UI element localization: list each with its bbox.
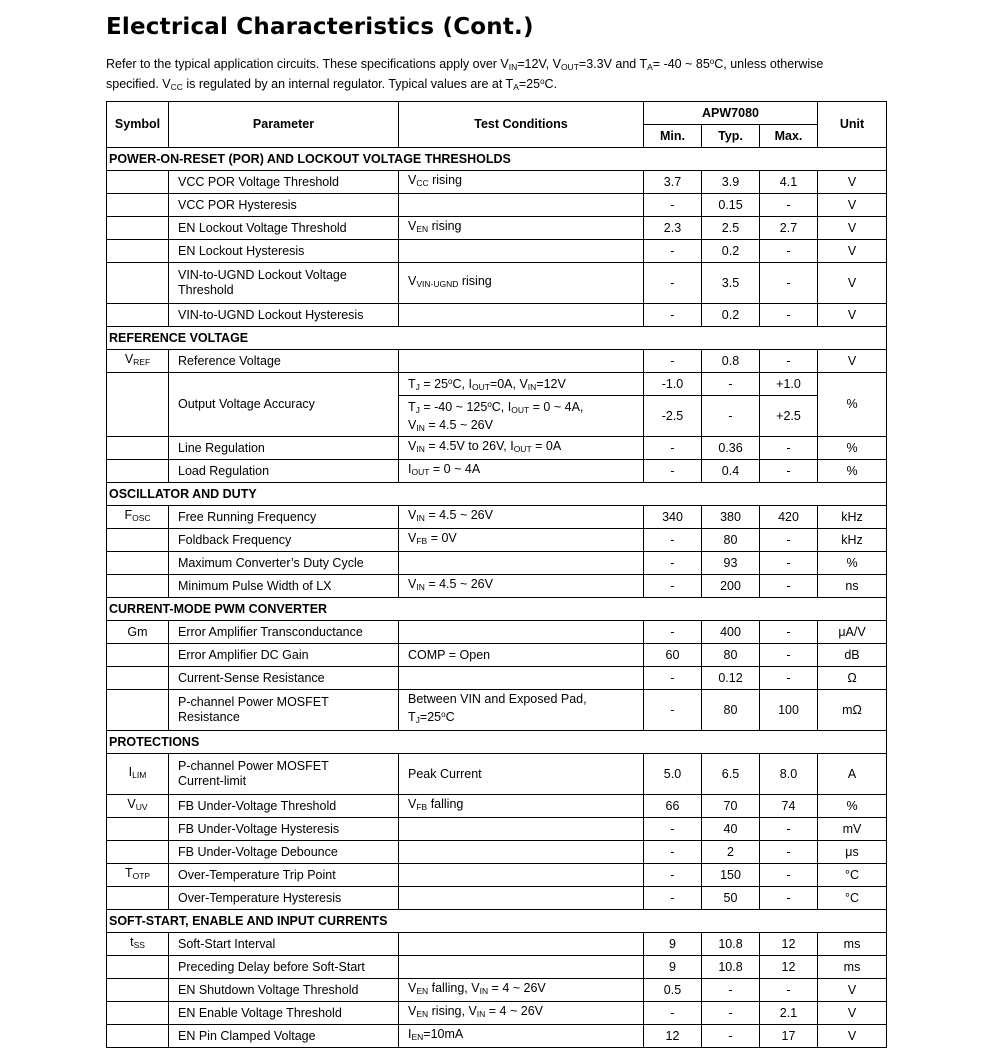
parameter-cell: P-channel Power MOSFET Resistance xyxy=(169,690,399,731)
unit-cell: °C xyxy=(818,864,887,887)
parameter-cell: Over-Temperature Hysteresis xyxy=(169,887,399,910)
max-cell: 420 xyxy=(760,506,818,529)
min-cell: - xyxy=(644,552,702,575)
condition-cell xyxy=(399,350,644,373)
section-header-row xyxy=(107,910,887,933)
symbol-cell xyxy=(107,552,169,575)
section-title: CURRENT-MODE PWM CONVERTER xyxy=(107,598,887,621)
max-cell: - xyxy=(760,437,818,460)
intro-text-line-1: Refer to the typical application circuits. These specifications apply over VIN=12V, VOUT=3.3V and TA= -40 ~ 85$^o$C, unless otherwise xyxy=(106,57,824,72)
typ-cell: 200 xyxy=(702,575,760,598)
header-parameter: Parameter xyxy=(169,102,399,148)
typ-cell: 0.12 xyxy=(702,667,760,690)
symbol-cell xyxy=(107,887,169,910)
unit-cell: V xyxy=(818,217,887,240)
table-row xyxy=(107,818,887,841)
unit-cell: % xyxy=(818,437,887,460)
typ-cell: 3.5 xyxy=(702,263,760,304)
typ-cell: 93 xyxy=(702,552,760,575)
symbol-cell: TOTP xyxy=(107,864,169,887)
max-cell: - xyxy=(760,194,818,217)
condition-cell: IEN=10mA xyxy=(399,1025,644,1048)
parameter-cell: Preceding Delay before Soft-Start xyxy=(169,956,399,979)
max-cell: - xyxy=(760,529,818,552)
table-row xyxy=(107,754,887,795)
table-row xyxy=(107,979,887,1002)
parameter-cell: VIN-to-UGND Lockout Hysteresis xyxy=(169,304,399,327)
unit-cell: V xyxy=(818,1025,887,1048)
unit-cell: Ω xyxy=(818,667,887,690)
table-row xyxy=(107,1002,887,1025)
max-cell: 12 xyxy=(760,956,818,979)
symbol-cell xyxy=(107,437,169,460)
symbol-cell xyxy=(107,690,169,731)
table-row xyxy=(107,506,887,529)
max-cell: - xyxy=(760,304,818,327)
max-cell: - xyxy=(760,263,818,304)
symbol-cell xyxy=(107,1002,169,1025)
typ-cell: 2.5 xyxy=(702,217,760,240)
max-cell: - xyxy=(760,460,818,483)
max-cell: - xyxy=(760,644,818,667)
symbol-cell xyxy=(107,373,169,437)
min-cell: - xyxy=(644,667,702,690)
unit-cell: kHz xyxy=(818,529,887,552)
header-part-number: APW7080 xyxy=(644,102,818,125)
typ-cell: 0.2 xyxy=(702,304,760,327)
condition-cell: VEN rising xyxy=(399,217,644,240)
condition-cell: Peak Current xyxy=(399,754,644,795)
symbol-cell xyxy=(107,460,169,483)
min-cell: - xyxy=(644,818,702,841)
parameter-cell: Error Amplifier DC Gain xyxy=(169,644,399,667)
section-title: REFERENCE VOLTAGE xyxy=(107,327,887,350)
typ-cell: 40 xyxy=(702,818,760,841)
table-row xyxy=(107,644,887,667)
symbol-cell xyxy=(107,644,169,667)
unit-cell: % xyxy=(818,373,887,437)
unit-cell: V xyxy=(818,263,887,304)
parameter-cell: Output Voltage Accuracy xyxy=(169,373,399,437)
unit-cell: °C xyxy=(818,887,887,910)
unit-cell: ns xyxy=(818,575,887,598)
min-cell: - xyxy=(644,240,702,263)
parameter-cell: Free Running Frequency xyxy=(169,506,399,529)
min-cell: - xyxy=(644,460,702,483)
max-cell: 8.0 xyxy=(760,754,818,795)
table-row xyxy=(107,956,887,979)
max-cell: 2.1 xyxy=(760,1002,818,1025)
typ-cell: 10.8 xyxy=(702,956,760,979)
condition-cell: Between VIN and Exposed Pad, $TJ=25^oC$ xyxy=(399,690,644,731)
table-row xyxy=(107,304,887,327)
condition-cell: VEN falling, VIN = 4 ~ 26V xyxy=(399,979,644,1002)
unit-cell: % xyxy=(818,552,887,575)
min-cell: - xyxy=(644,1002,702,1025)
min-cell: 340 xyxy=(644,506,702,529)
typ-cell: 0.8 xyxy=(702,350,760,373)
table-row xyxy=(107,437,887,460)
condition-cell xyxy=(399,621,644,644)
max-cell: 4.1 xyxy=(760,171,818,194)
condition-cell xyxy=(399,304,644,327)
condition-cell: VIN = 4.5 ~ 26V xyxy=(399,506,644,529)
electrical-characteristics-table xyxy=(106,101,887,1048)
condition-cell xyxy=(399,194,644,217)
parameter-cell: Current-Sense Resistance xyxy=(169,667,399,690)
page-title: Electrical Characteristics (Cont.) xyxy=(106,14,534,40)
typ-cell: - xyxy=(702,1025,760,1048)
max-cell: - xyxy=(760,841,818,864)
symbol-cell: Gm xyxy=(107,621,169,644)
min-cell: 12 xyxy=(644,1025,702,1048)
symbol-cell: ILIM xyxy=(107,754,169,795)
min-cell: - xyxy=(644,194,702,217)
min-cell: 2.3 xyxy=(644,217,702,240)
unit-cell: dB xyxy=(818,644,887,667)
parameter-cell: Soft-Start Interval xyxy=(169,933,399,956)
unit-cell: A xyxy=(818,754,887,795)
table-row xyxy=(107,933,887,956)
min-cell: - xyxy=(644,350,702,373)
min-cell: 60 xyxy=(644,644,702,667)
condition-cell xyxy=(399,887,644,910)
symbol-cell xyxy=(107,304,169,327)
max-cell: - xyxy=(760,667,818,690)
header-max: Max. xyxy=(760,125,818,148)
symbol-cell xyxy=(107,979,169,1002)
symbol-cell xyxy=(107,575,169,598)
max-cell: - xyxy=(760,350,818,373)
parameter-cell: EN Enable Voltage Threshold xyxy=(169,1002,399,1025)
unit-cell: μs xyxy=(818,841,887,864)
unit-cell: V xyxy=(818,350,887,373)
typ-cell: 0.36 xyxy=(702,437,760,460)
min-cell: 66 xyxy=(644,795,702,818)
header-unit: Unit xyxy=(818,102,887,148)
table-row xyxy=(107,864,887,887)
section-header-row xyxy=(107,483,887,506)
parameter-cell: P-channel Power MOSFET Current-limit xyxy=(169,754,399,795)
section-header-row xyxy=(107,148,887,171)
table-row xyxy=(107,621,887,644)
parameter-cell: Error Amplifier Transconductance xyxy=(169,621,399,644)
table-row xyxy=(107,552,887,575)
section-title: PROTECTIONS xyxy=(107,731,887,754)
condition-cell xyxy=(399,864,644,887)
section-title: SOFT-START, ENABLE AND INPUT CURRENTS xyxy=(107,910,887,933)
symbol-cell xyxy=(107,841,169,864)
section-title: POWER-ON-RESET (POR) AND LOCKOUT VOLTAGE THRESHOLDS xyxy=(107,148,887,171)
parameter-cell: FB Under-Voltage Debounce xyxy=(169,841,399,864)
max-cell: - xyxy=(760,818,818,841)
parameter-cell: Maximum Converter’s Duty Cycle xyxy=(169,552,399,575)
unit-cell: ms xyxy=(818,933,887,956)
min-cell: - xyxy=(644,690,702,731)
symbol-cell xyxy=(107,667,169,690)
table-row xyxy=(107,667,887,690)
condition-cell: COMP = Open xyxy=(399,644,644,667)
symbol-cell xyxy=(107,217,169,240)
symbol-cell xyxy=(107,818,169,841)
max-cell: +1.0 xyxy=(760,373,818,396)
min-cell: 0.5 xyxy=(644,979,702,1002)
symbol-cell: VREF xyxy=(107,350,169,373)
max-cell: 17 xyxy=(760,1025,818,1048)
symbol-cell: tSS xyxy=(107,933,169,956)
typ-cell: 0.2 xyxy=(702,240,760,263)
min-cell: - xyxy=(644,437,702,460)
unit-cell: μA/V xyxy=(818,621,887,644)
header-test-conditions: Test Conditions xyxy=(399,102,644,148)
min-cell: 9 xyxy=(644,956,702,979)
symbol-cell xyxy=(107,171,169,194)
condition-cell: VFB = 0V xyxy=(399,529,644,552)
condition-cell xyxy=(399,933,644,956)
max-cell: - xyxy=(760,979,818,1002)
min-cell: 3.7 xyxy=(644,171,702,194)
unit-cell: mV xyxy=(818,818,887,841)
parameter-cell: Line Regulation xyxy=(169,437,399,460)
parameter-cell: Over-Temperature Trip Point xyxy=(169,864,399,887)
intro-text-line-2: specified. VCC is regulated by an internal regulator. Typical values are at $TA=25^oC$. xyxy=(106,77,558,92)
typ-cell: 6.5 xyxy=(702,754,760,795)
unit-cell: kHz xyxy=(818,506,887,529)
table-row xyxy=(107,350,887,373)
max-cell: - xyxy=(760,621,818,644)
typ-cell: 3.9 xyxy=(702,171,760,194)
typ-cell: 0.15 xyxy=(702,194,760,217)
max-cell: 100 xyxy=(760,690,818,731)
min-cell: - xyxy=(644,529,702,552)
condition-cell: IOUT = 0 ~ 4A xyxy=(399,460,644,483)
max-cell: - xyxy=(760,575,818,598)
unit-cell: % xyxy=(818,460,887,483)
condition-cell xyxy=(399,841,644,864)
condition-cell: VVIN-UGND rising xyxy=(399,263,644,304)
max-cell: - xyxy=(760,240,818,263)
parameter-cell: Load Regulation xyxy=(169,460,399,483)
parameter-cell: FB Under-Voltage Threshold xyxy=(169,795,399,818)
min-cell: - xyxy=(644,263,702,304)
condition-cell xyxy=(399,240,644,263)
typ-cell: 50 xyxy=(702,887,760,910)
parameter-cell: EN Lockout Hysteresis xyxy=(169,240,399,263)
typ-cell: - xyxy=(702,373,760,396)
condition-cell: VCC rising xyxy=(399,171,644,194)
typ-cell: 380 xyxy=(702,506,760,529)
symbol-cell xyxy=(107,529,169,552)
condition-cell xyxy=(399,552,644,575)
parameter-cell: VIN-to-UGND Lockout Voltage Threshold xyxy=(169,263,399,304)
symbol-cell xyxy=(107,194,169,217)
parameter-cell: EN Lockout Voltage Threshold xyxy=(169,217,399,240)
max-cell: - xyxy=(760,864,818,887)
section-header-row xyxy=(107,731,887,754)
parameter-cell: FB Under-Voltage Hysteresis xyxy=(169,818,399,841)
table-row xyxy=(107,1025,887,1048)
typ-cell: - xyxy=(702,396,760,437)
typ-cell: 150 xyxy=(702,864,760,887)
header-min: Min. xyxy=(644,125,702,148)
table-row xyxy=(107,841,887,864)
typ-cell: 80 xyxy=(702,690,760,731)
typ-cell: 2 xyxy=(702,841,760,864)
typ-cell: 400 xyxy=(702,621,760,644)
max-cell: 12 xyxy=(760,933,818,956)
symbol-cell xyxy=(107,263,169,304)
table-row xyxy=(107,171,887,194)
section-header-row xyxy=(107,598,887,621)
header-symbol: Symbol xyxy=(107,102,169,148)
min-cell: 5.0 xyxy=(644,754,702,795)
symbol-cell xyxy=(107,1025,169,1048)
min-cell: - xyxy=(644,841,702,864)
table-row xyxy=(107,217,887,240)
table-row xyxy=(107,373,887,396)
typ-cell: - xyxy=(702,979,760,1002)
condition-cell: VIN = 4.5 ~ 26V xyxy=(399,575,644,598)
table-body xyxy=(107,148,887,1048)
condition-cell: TJ = $25^oC$, IOUT=0A, VIN=12V xyxy=(399,373,644,396)
max-cell: 74 xyxy=(760,795,818,818)
condition-cell: VFB falling xyxy=(399,795,644,818)
symbol-cell xyxy=(107,956,169,979)
max-cell: +2.5 xyxy=(760,396,818,437)
unit-cell: V xyxy=(818,1002,887,1025)
unit-cell: V xyxy=(818,171,887,194)
max-cell: - xyxy=(760,887,818,910)
condition-cell xyxy=(399,818,644,841)
min-cell: - xyxy=(644,575,702,598)
section-header-row xyxy=(107,327,887,350)
table-row xyxy=(107,795,887,818)
parameter-cell: Reference Voltage xyxy=(169,350,399,373)
min-cell: - xyxy=(644,887,702,910)
min-cell: -1.0 xyxy=(644,373,702,396)
typ-cell: 0.4 xyxy=(702,460,760,483)
unit-cell: ms xyxy=(818,956,887,979)
header-typ: Typ. xyxy=(702,125,760,148)
parameter-cell: Minimum Pulse Width of LX xyxy=(169,575,399,598)
table-row xyxy=(107,887,887,910)
min-cell: - xyxy=(644,864,702,887)
unit-cell: V xyxy=(818,194,887,217)
condition-cell xyxy=(399,956,644,979)
typ-cell: 80 xyxy=(702,529,760,552)
symbol-cell xyxy=(107,240,169,263)
unit-cell: V xyxy=(818,240,887,263)
max-cell: 2.7 xyxy=(760,217,818,240)
min-cell: -2.5 xyxy=(644,396,702,437)
unit-cell: V xyxy=(818,979,887,1002)
typ-cell: 70 xyxy=(702,795,760,818)
typ-cell: 10.8 xyxy=(702,933,760,956)
table-row xyxy=(107,194,887,217)
parameter-cell: EN Pin Clamped Voltage xyxy=(169,1025,399,1048)
max-cell: - xyxy=(760,552,818,575)
typ-cell: - xyxy=(702,1002,760,1025)
parameter-cell: EN Shutdown Voltage Threshold xyxy=(169,979,399,1002)
typ-cell: 80 xyxy=(702,644,760,667)
unit-cell: mΩ xyxy=(818,690,887,731)
unit-cell: V xyxy=(818,304,887,327)
table-row xyxy=(107,690,887,731)
parameter-cell: Foldback Frequency xyxy=(169,529,399,552)
table-row xyxy=(107,529,887,552)
section-title: OSCILLATOR AND DUTY xyxy=(107,483,887,506)
condition-cell: VIN = 4.5V to 26V, IOUT = 0A xyxy=(399,437,644,460)
parameter-cell: VCC POR Hysteresis xyxy=(169,194,399,217)
table-row xyxy=(107,460,887,483)
condition-cell xyxy=(399,667,644,690)
min-cell: - xyxy=(644,304,702,327)
symbol-cell: VUV xyxy=(107,795,169,818)
table-row xyxy=(107,240,887,263)
condition-cell: VEN rising, VIN = 4 ~ 26V xyxy=(399,1002,644,1025)
table-row xyxy=(107,575,887,598)
condition-cell: TJ = -40 ~ 125$^o$C, IOUT = 0 ~ 4A, VIN = 4.5 ~ 26V xyxy=(399,396,644,437)
table-row xyxy=(107,263,887,304)
min-cell: - xyxy=(644,621,702,644)
unit-cell: % xyxy=(818,795,887,818)
min-cell: 9 xyxy=(644,933,702,956)
symbol-cell: FOSC xyxy=(107,506,169,529)
parameter-cell: VCC POR Voltage Threshold xyxy=(169,171,399,194)
